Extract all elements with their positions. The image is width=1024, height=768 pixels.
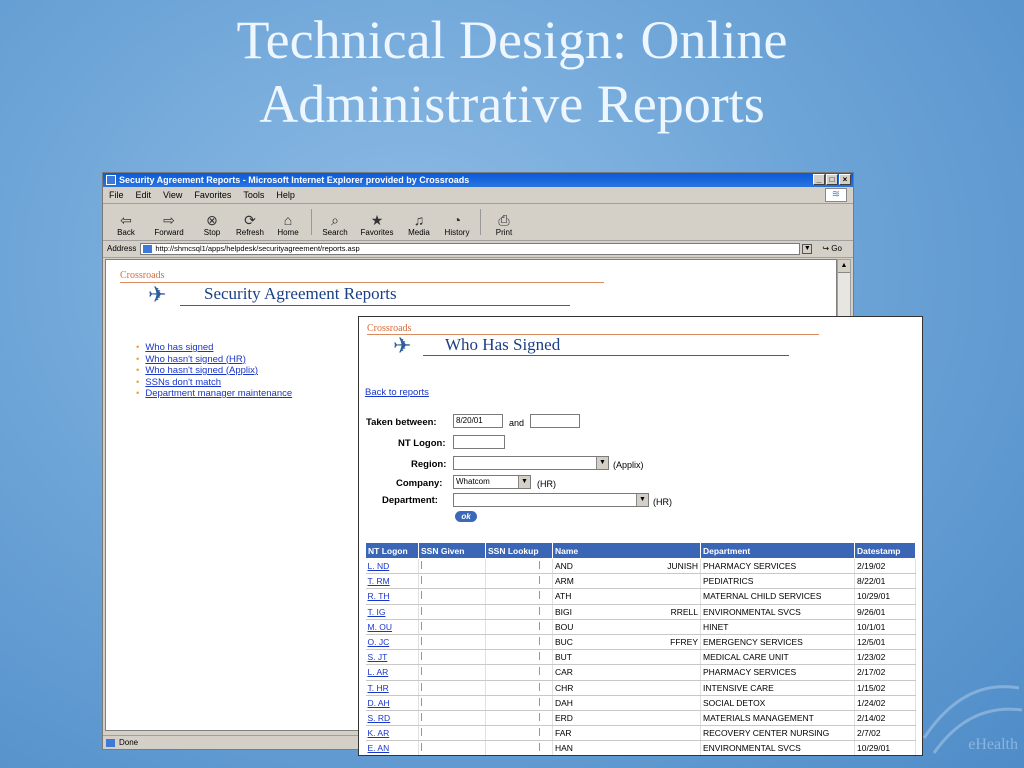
region-note: (Applix)	[613, 460, 644, 470]
dove-logo-icon: ✈	[148, 282, 167, 307]
name-cell	[553, 559, 701, 574]
link-who-hasnt-signed-hr[interactable]: Who hasn't signed (HR)	[145, 353, 246, 365]
stop-icon: ⊗	[206, 212, 218, 228]
refresh-button[interactable]: ⟳ Refresh	[231, 212, 269, 240]
crossroads-brand: Crossroads	[120, 270, 165, 281]
department-cell: MATERIALS MANAGEMENT	[701, 710, 855, 725]
watermark-text: eHealth	[968, 736, 1018, 753]
search-button[interactable]: ⌕ Search	[316, 212, 354, 240]
table-row	[366, 650, 916, 665]
nt-logon-cell	[366, 634, 419, 649]
department-note: (HR)	[653, 497, 672, 507]
address-url: http://shmcsql1/apps/helpdesk/securityagreement/reports.asp	[155, 244, 360, 253]
nt-logon-cell	[366, 680, 419, 695]
name-cell	[553, 695, 701, 710]
datestamp-cell: 2/19/02	[855, 559, 916, 574]
address-dropdown-button[interactable]: ▼	[803, 245, 811, 252]
name-value: BOU	[555, 621, 574, 632]
menu-view[interactable]: View	[163, 190, 183, 200]
redacted-value	[421, 607, 432, 615]
column-header[interactable]: NT Logon	[366, 543, 419, 559]
nt-logon-cell	[366, 650, 419, 665]
redacted-value	[421, 728, 432, 736]
back-to-reports-link[interactable]: Back to reports	[365, 387, 429, 398]
redacted-value	[539, 683, 550, 691]
ssn-lookup-cell	[486, 726, 553, 741]
redacted-value	[421, 698, 432, 706]
department-cell: MATERNAL CHILD SERVICES	[701, 589, 855, 604]
ssn-given-cell	[419, 559, 486, 574]
column-header[interactable]: Name	[553, 543, 701, 559]
column-header[interactable]: Datestamp	[855, 543, 916, 559]
ssn-lookup-cell	[486, 619, 553, 634]
nt-logon-cell	[366, 604, 419, 619]
favorites-button[interactable]: ★ Favorites	[354, 212, 400, 240]
nt-logon-cell	[366, 665, 419, 680]
close-button[interactable]: ×	[839, 174, 851, 185]
taken-between-label: Taken between:	[366, 417, 437, 428]
name-value: ATH	[555, 591, 572, 602]
name-value: DAH	[555, 697, 573, 708]
company-note: (HR)	[537, 479, 556, 489]
name-value: ARM	[555, 576, 574, 587]
datestamp-cell: 10/29/01	[855, 741, 916, 756]
menu-file[interactable]: File	[109, 190, 124, 200]
department-cell: PHARMACY SERVICES	[701, 559, 855, 574]
redacted-value	[539, 743, 550, 751]
redacted-value	[539, 713, 550, 721]
menu-favorites[interactable]: Favorites	[194, 190, 232, 200]
redacted-value	[421, 561, 432, 569]
ssn-given-cell	[419, 650, 486, 665]
nt-logon-cell	[366, 695, 419, 710]
heading-divider	[180, 305, 570, 306]
ssn-given-cell	[419, 619, 486, 634]
ssn-lookup-cell	[486, 650, 553, 665]
refresh-icon: ⟳	[244, 212, 256, 228]
nt-logon-link[interactable]: S. RD	[367, 712, 391, 723]
nt-logon-link[interactable]: T. IG	[367, 606, 386, 617]
table-row	[366, 726, 916, 741]
toolbar	[103, 204, 853, 241]
name-tail-value: FFREY	[670, 637, 698, 648]
menu-tools[interactable]: Tools	[243, 190, 265, 200]
redacted-value	[421, 591, 432, 599]
nt-logon-cell	[366, 589, 419, 604]
ok-button[interactable]: ok	[455, 511, 477, 522]
nt-logon-link[interactable]: O. JC	[367, 637, 390, 648]
brand-divider	[120, 282, 604, 283]
ssn-lookup-cell	[486, 559, 553, 574]
department-cell: INTENSIVE CARE	[701, 680, 855, 695]
table-row	[366, 710, 916, 725]
media-icon: ♫	[413, 212, 425, 228]
taken-to-input[interactable]	[530, 414, 580, 428]
ssn-given-cell	[419, 695, 486, 710]
menu-bar	[103, 187, 853, 204]
redacted-value	[539, 607, 550, 615]
datestamp-cell: 2/17/02	[855, 665, 916, 680]
chevron-down-icon: ▼	[518, 476, 530, 488]
ssn-lookup-cell	[486, 665, 553, 680]
nt-logon-cell	[366, 559, 419, 574]
ssn-given-cell	[419, 574, 486, 589]
page-icon	[106, 739, 115, 747]
region-select[interactable]	[453, 456, 609, 470]
and-label: and	[509, 418, 525, 428]
department-cell: PHARMACY SERVICES	[701, 665, 855, 680]
nt-logon-link[interactable]: L. AR	[367, 667, 389, 678]
nt-logon-link[interactable]: T. HR	[367, 682, 389, 693]
ssn-given-cell	[419, 604, 486, 619]
name-value: FAR	[555, 728, 572, 739]
heading-divider	[423, 355, 789, 356]
chevron-down-icon: ▼	[596, 457, 608, 469]
name-value: CAR	[555, 667, 573, 678]
ssn-given-cell	[419, 589, 486, 604]
redacted-value	[539, 561, 550, 569]
nt-logon-label: NT Logon:	[398, 438, 446, 449]
name-value: AND	[555, 561, 573, 572]
name-cell	[553, 589, 701, 604]
table-row	[366, 695, 916, 710]
name-cell	[553, 741, 701, 756]
media-button[interactable]: ♫ Media	[400, 212, 438, 240]
table-row	[366, 665, 916, 680]
list-item: • Who has signed	[136, 342, 214, 353]
name-cell	[553, 619, 701, 634]
redacted-value	[539, 698, 550, 706]
chevron-down-icon: ▼	[636, 494, 648, 506]
table-row	[366, 680, 916, 695]
panel-heading: Who Has Signed	[445, 335, 561, 354]
name-cell	[553, 604, 701, 619]
scroll-up-icon[interactable]: ▲	[838, 260, 850, 273]
ssn-lookup-cell	[486, 680, 553, 695]
minimize-button[interactable]: _	[813, 174, 825, 185]
datestamp-cell: 1/24/02	[855, 695, 916, 710]
redacted-value	[539, 622, 550, 630]
results-table	[365, 542, 916, 756]
address-input[interactable]	[140, 243, 800, 255]
list-item: • SSNs don't match	[136, 376, 222, 388]
redacted-value	[421, 683, 432, 691]
toolbar-divider	[480, 209, 481, 235]
datestamp-cell: 12/5/01	[855, 634, 916, 649]
name-cell	[553, 574, 701, 589]
table-row	[366, 574, 916, 589]
nt-logon-link[interactable]: E. AN	[367, 743, 390, 754]
table-row	[366, 604, 916, 619]
nt-logon-link[interactable]: T. RM	[367, 576, 390, 587]
redacted-value	[421, 622, 432, 630]
ssn-lookup-cell	[486, 604, 553, 619]
ssn-lookup-cell	[486, 589, 553, 604]
print-icon: ⎙	[498, 212, 510, 228]
redacted-value	[421, 713, 432, 721]
department-cell: RECOVERY CENTER NURSING	[701, 726, 855, 741]
ssn-lookup-cell	[486, 574, 553, 589]
department-cell: MEDICAL CARE UNIT	[701, 650, 855, 665]
link-who-has-signed[interactable]: Who has signed	[145, 342, 214, 353]
region-label: Region:	[411, 459, 447, 470]
home-button[interactable]: ⌂ Home	[269, 212, 307, 240]
link-department-manager-maintenance[interactable]: Department manager maintenance	[145, 388, 293, 399]
toolbar-divider	[311, 209, 312, 235]
ssn-lookup-cell	[486, 710, 553, 725]
who-has-signed-panel	[358, 316, 923, 756]
taken-from-input[interactable]: 8/20/01	[453, 414, 503, 428]
address-bar	[103, 241, 853, 258]
menu-help[interactable]: Help	[276, 190, 295, 200]
ie-logo-icon	[106, 175, 116, 185]
column-header[interactable]: SSN Given	[419, 543, 486, 559]
link-who-hasnt-signed-applix[interactable]: Who hasn't signed (Applix)	[145, 365, 259, 376]
ssn-lookup-cell	[486, 741, 553, 756]
go-button[interactable]: ↪ Go	[822, 244, 842, 253]
status-text: Done	[119, 738, 139, 747]
browser-title-bar	[103, 173, 853, 187]
ssn-given-cell	[419, 741, 486, 756]
column-header[interactable]: SSN Lookup	[486, 543, 553, 559]
address-label: Address	[107, 244, 137, 253]
datestamp-cell: 1/15/02	[855, 680, 916, 695]
back-button[interactable]: ⇦ Back	[107, 212, 145, 240]
menu-edit[interactable]: Edit	[135, 190, 152, 200]
nt-logon-input[interactable]	[453, 435, 505, 449]
history-button[interactable]: ◔ History	[438, 212, 476, 240]
dove-logo-icon: ✈	[393, 333, 412, 358]
favorites-icon: ★	[370, 212, 384, 228]
ssn-given-cell	[419, 726, 486, 741]
ssn-lookup-cell	[486, 634, 553, 649]
department-label: Department:	[382, 495, 438, 506]
nt-logon-link[interactable]: M. OU	[367, 621, 393, 632]
name-tail-value: JUNISH	[667, 561, 698, 572]
name-cell	[553, 665, 701, 680]
datestamp-cell: 2/7/02	[855, 726, 916, 741]
redacted-value	[421, 743, 432, 751]
redacted-value	[539, 652, 550, 660]
slide-title	[0, 8, 1024, 136]
nt-logon-link[interactable]: D. AH	[367, 697, 390, 708]
history-icon: ◔	[452, 212, 462, 228]
redacted-value	[421, 652, 432, 660]
browser-title: Security Agreement Reports - Microsoft Internet Explorer provided by Crossroads	[119, 175, 470, 185]
nt-logon-link[interactable]: S. JT	[367, 652, 388, 663]
redacted-value	[539, 667, 550, 675]
crossroads-logo-icon: ≋	[825, 188, 847, 202]
ssn-lookup-cell	[486, 695, 553, 710]
table-row	[366, 589, 916, 604]
department-cell: ENVIRONMENTAL SVCS	[701, 741, 855, 756]
name-tail-value: RRELL	[670, 606, 698, 617]
datestamp-cell: 10/1/01	[855, 619, 916, 634]
nt-logon-link[interactable]: K. AR	[367, 728, 390, 739]
name-cell	[553, 634, 701, 649]
name-value: BUC	[555, 637, 573, 648]
nt-logon-link[interactable]: L. ND	[367, 561, 390, 572]
nt-logon-cell	[366, 619, 419, 634]
list-item: • Department manager maintenance	[136, 388, 293, 399]
page-heading: Security Agreement Reports	[204, 284, 397, 303]
department-select[interactable]	[453, 493, 649, 507]
name-cell	[553, 710, 701, 725]
slide-title-line-2: Administrative Reports	[259, 74, 765, 134]
company-label: Company:	[396, 478, 443, 489]
home-icon: ⌂	[283, 212, 293, 228]
department-cell: HINET	[701, 619, 855, 634]
datestamp-cell: 9/26/01	[855, 604, 916, 619]
slide-title-line-1: Technical Design: Online	[236, 10, 788, 70]
department-cell: SOCIAL DETOX	[701, 695, 855, 710]
datestamp-cell: 2/14/02	[855, 710, 916, 725]
name-cell	[553, 680, 701, 695]
table-row	[366, 619, 916, 634]
list-item: • Who hasn't signed (HR)	[136, 353, 246, 365]
go-arrow-icon: ↪	[822, 244, 830, 253]
redacted-value	[539, 728, 550, 736]
datestamp-cell: 1/23/02	[855, 650, 916, 665]
crossroads-brand: Crossroads	[367, 323, 412, 334]
forward-arrow-icon: ⇨	[163, 212, 175, 228]
page-icon	[143, 245, 152, 253]
redacted-value	[421, 637, 432, 645]
table-row	[366, 741, 916, 756]
redacted-value	[539, 637, 550, 645]
name-value: ERD	[555, 712, 573, 723]
department-cell: PEDIATRICS	[701, 574, 855, 589]
ssn-given-cell	[419, 710, 486, 725]
redacted-value	[539, 591, 550, 599]
datestamp-cell: 8/22/01	[855, 574, 916, 589]
link-ssns-dont-match[interactable]: SSNs don't match	[145, 376, 222, 388]
report-links	[136, 342, 292, 400]
nt-logon-cell	[366, 726, 419, 741]
nt-logon-cell	[366, 574, 419, 589]
table-row	[366, 559, 916, 574]
column-header[interactable]: Department	[701, 543, 855, 559]
stop-button[interactable]: ⊗ Stop	[193, 212, 231, 240]
ssn-given-cell	[419, 634, 486, 649]
name-value: HAN	[555, 743, 573, 754]
name-cell	[553, 726, 701, 741]
brand-divider	[367, 334, 819, 335]
datestamp-cell: 10/29/01	[855, 589, 916, 604]
ssn-given-cell	[419, 680, 486, 695]
name-value: BUT	[555, 652, 572, 663]
redacted-value	[421, 576, 432, 584]
ssn-given-cell	[419, 665, 486, 680]
department-cell: EMERGENCY SERVICES	[701, 634, 855, 649]
nt-logon-cell	[366, 710, 419, 725]
redacted-value	[421, 667, 432, 675]
search-icon: ⌕	[331, 212, 339, 228]
redacted-value	[539, 576, 550, 584]
nt-logon-cell	[366, 741, 419, 756]
name-cell	[553, 650, 701, 665]
name-value: CHR	[555, 682, 574, 693]
maximize-button[interactable]: □	[826, 174, 838, 185]
name-value: BIGI	[555, 606, 573, 617]
table-row	[366, 634, 916, 649]
list-item: • Who hasn't signed (Applix)	[136, 365, 259, 376]
back-arrow-icon: ⇦	[120, 212, 132, 228]
print-button[interactable]: ⎙ Print	[485, 212, 523, 240]
company-select[interactable]: Whatcom ▼	[453, 475, 531, 489]
department-cell: ENVIRONMENTAL SVCS	[701, 604, 855, 619]
nt-logon-link[interactable]: R. TH	[367, 591, 390, 602]
forward-button[interactable]: ⇨ Forward	[145, 212, 193, 240]
